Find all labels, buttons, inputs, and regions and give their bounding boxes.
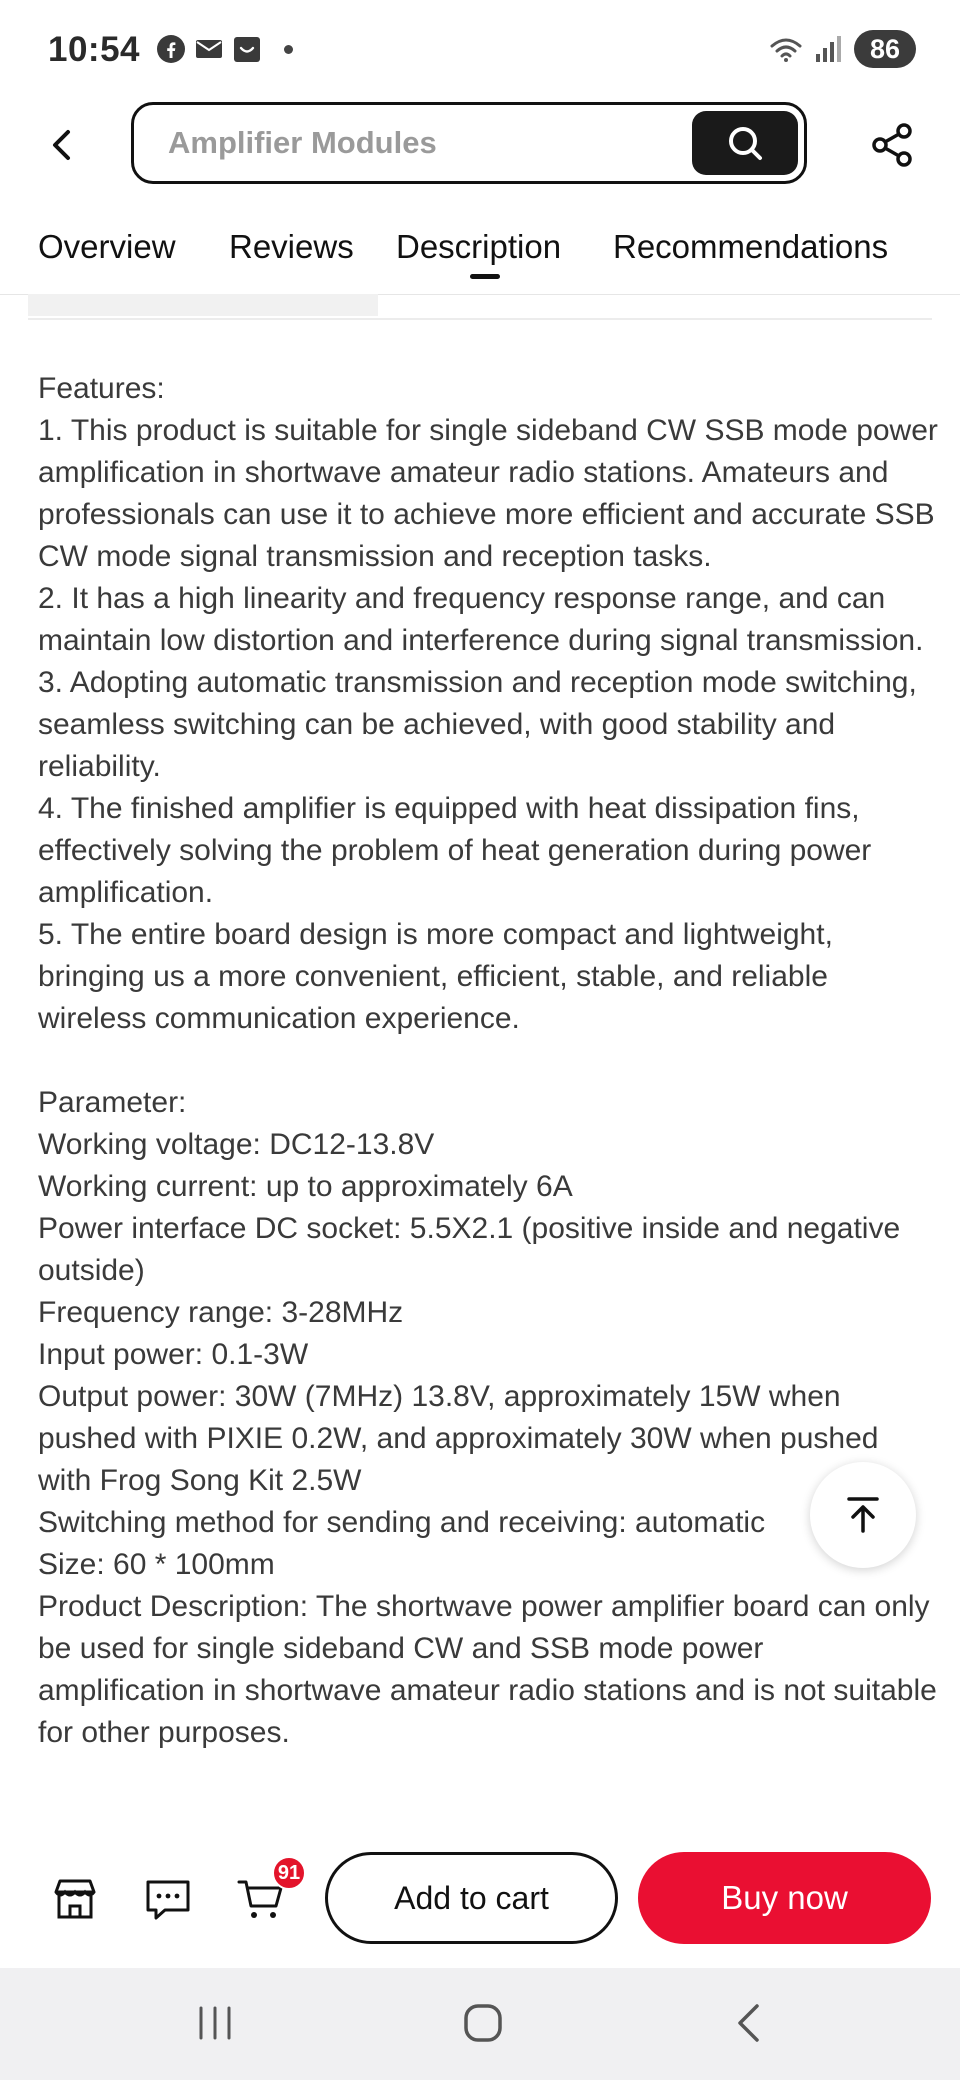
tab-bar — [0, 210, 960, 295]
back-arrow-icon[interactable] — [40, 122, 86, 168]
search-input[interactable] — [168, 105, 668, 181]
cart-count-badge: 91 — [272, 1856, 306, 1890]
bottom-action-bar — [0, 1836, 960, 1968]
search-header — [0, 100, 960, 210]
buy-now-button[interactable]: Buy now — [638, 1852, 931, 1944]
system-icons — [768, 30, 916, 68]
tab-overview[interactable]: Overview — [38, 228, 176, 265]
system-nav-bar — [0, 1968, 960, 2080]
home-icon[interactable] — [458, 1998, 508, 2048]
back-icon[interactable] — [726, 1998, 776, 2048]
signal-icon — [814, 34, 844, 64]
status-time: 10:54 — [48, 30, 141, 69]
wifi-icon — [768, 34, 804, 64]
add-to-cart-button[interactable]: Add to cart — [325, 1852, 618, 1944]
chat-icon[interactable] — [143, 1874, 193, 1924]
tab-recommendations[interactable]: Recommendations — [613, 228, 889, 265]
mail-icon — [194, 34, 224, 64]
battery-indicator: 86 — [854, 30, 916, 68]
description-text: Features: 1. This product is suitable for single sideband CW SSB mode power amplification in shortwave amateur radio stations. Amateurs and professionals can use it to achieve more efficient and accurate SSB CW mode signal transmission and reception tasks. 2. It has a high linearity and frequency response range, and can maintain low distortion and interference during signal transmission. 3. Adopting automatic transmission and reception mode switching, seamless switching can be achieved, with good stability and reliability. 4. The finished amplifier is equipped with heat dissipation fins, effectively solving the problem of heat generation during power amplification. 5. The entire board design is more compact and lightweight, bringing us a more convenient, efficient, stable, and reliable wireless communication experience. Parameter: Working voltage: DC12-13.8V Working current: up to approximately 6A Power interface DC socket: 5.5X2.1 (positive inside and negative outside) Frequency range: 3-28MHz Input power: 0.1-3W Output power: 30W (7MHz) 13.8V, approximately 15W when pushed with PIXIE 0.2W, and approximately 30W when pushed with Frog Song Kit 2.5W Switching method for sending and receiving: automatic Size: 60 * 100mm Product Description: The shortwave power amplifier board can only be used for single sideband CW and SSB mode power amplification in shortwave amateur radio stations and is not suitable for other purposes. — [38, 372, 938, 1749]
active-tab-indicator — [470, 274, 500, 279]
arrow-up-icon — [841, 1493, 885, 1537]
recent-apps-icon[interactable] — [190, 1998, 240, 2048]
tab-reviews[interactable]: Reviews — [229, 228, 354, 265]
tab-description[interactable]: Description — [396, 228, 562, 265]
image-strip-placeholder — [28, 294, 378, 316]
share-icon[interactable] — [868, 120, 918, 170]
scroll-to-top-button[interactable] — [810, 1462, 916, 1568]
shop-icon — [232, 34, 262, 64]
search-box[interactable] — [131, 102, 807, 184]
more-notifications-dot — [284, 45, 293, 54]
search-icon — [724, 122, 766, 164]
notification-icons — [156, 34, 293, 64]
content-divider — [28, 318, 932, 320]
facebook-icon — [156, 34, 186, 64]
status-bar — [0, 0, 960, 100]
description-content — [0, 294, 960, 1854]
search-button[interactable] — [692, 111, 798, 175]
store-icon[interactable] — [50, 1874, 100, 1924]
